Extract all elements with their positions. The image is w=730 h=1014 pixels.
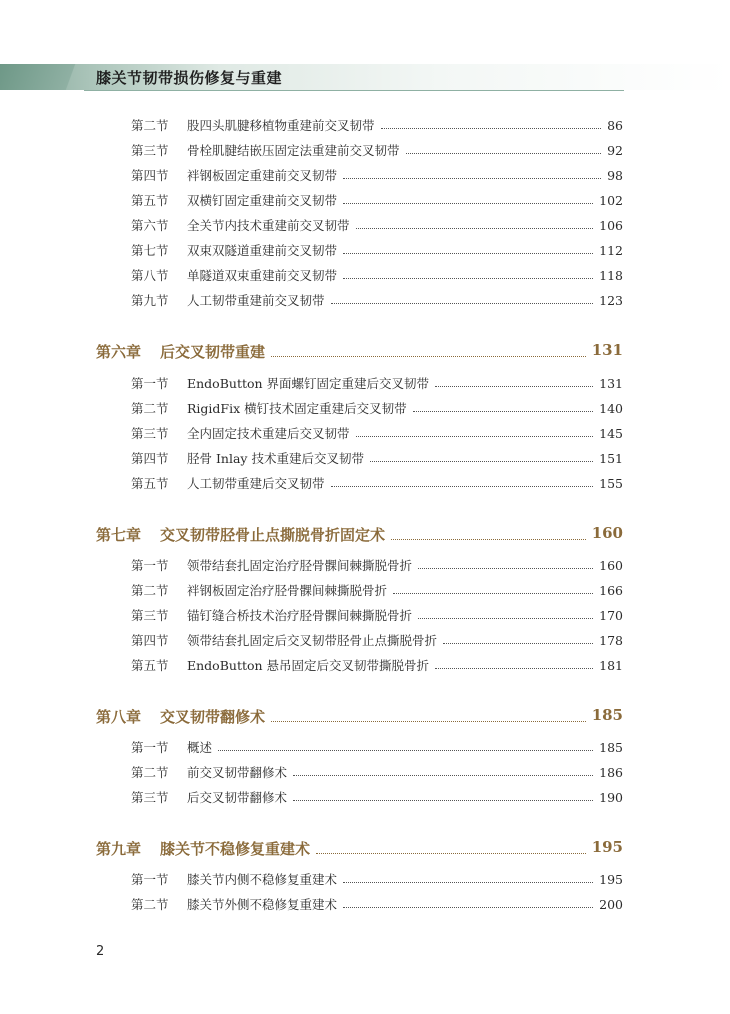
leader-dots <box>418 560 593 569</box>
leader-dots <box>435 378 593 387</box>
section-title: 单隧道双束重建前交叉韧带 <box>187 268 338 283</box>
section-number: 第四节 <box>131 168 169 183</box>
section-title: 领带结套扎固定治疗胫骨髁间棘撕脱骨折 <box>187 558 413 573</box>
section-number: 第二节 <box>131 401 169 416</box>
leader-dots <box>343 899 593 908</box>
section-title: 概述 <box>187 740 213 755</box>
section-number: 第五节 <box>131 658 169 673</box>
section-title: 双横钉固定重建前交叉韧带 <box>187 193 338 208</box>
section-title: 全内固定技术重建后交叉韧带 <box>187 426 350 441</box>
toc-entry <box>0 214 730 236</box>
leader-dots <box>406 145 602 154</box>
chapter-page: 160 <box>591 524 623 542</box>
chapter-heading <box>0 341 730 365</box>
section-page: 98 <box>607 167 623 183</box>
toc-entry <box>0 868 730 890</box>
toc-entry <box>0 654 730 676</box>
section-page: 181 <box>599 657 623 673</box>
section-title: 胫骨 Inlay 技术重建后交叉韧带 <box>187 451 364 466</box>
section-page: 151 <box>599 450 623 466</box>
section-title: 双束双隧道重建前交叉韧带 <box>187 243 338 258</box>
leader-dots <box>356 428 594 437</box>
section-page: 185 <box>599 739 623 755</box>
section-title: 膝关节内侧不稳修复重建术 <box>187 872 338 887</box>
section-number: 第六节 <box>131 218 169 233</box>
chapter-number: 第八章 <box>96 708 142 726</box>
toc-entry <box>0 893 730 915</box>
leader-dots <box>356 220 594 229</box>
section-title: EndoButton 悬吊固定后交叉韧带撕脱骨折 <box>187 658 430 673</box>
chapter-title: 交叉韧带胫骨止点撕脱骨折固定术 <box>160 526 386 544</box>
section-number: 第五节 <box>131 193 169 208</box>
chapter-number: 第九章 <box>96 840 142 858</box>
section-title: 袢钢板固定治疗胫骨髁间棘撕脱骨折 <box>187 583 388 598</box>
leader-dots <box>218 742 593 751</box>
leader-dots <box>343 245 593 254</box>
section-title: 领带结套扎固定后交叉韧带胫骨止点撕脱骨折 <box>187 633 438 648</box>
toc-entry <box>0 554 730 576</box>
section-number: 第五节 <box>131 476 169 491</box>
section-title: EndoButton 界面螺钉固定重建后交叉韧带 <box>187 376 430 391</box>
chapter-title: 后交叉韧带重建 <box>160 343 266 361</box>
section-page: 102 <box>599 192 623 208</box>
chapter-number: 第六章 <box>96 343 142 361</box>
section-page: 106 <box>599 217 623 233</box>
section-number: 第三节 <box>131 790 169 805</box>
toc-entry <box>0 629 730 651</box>
section-number: 第七节 <box>131 243 169 258</box>
section-title: 股四头肌腱移植物重建前交叉韧带 <box>187 118 375 133</box>
section-page: 166 <box>599 582 623 598</box>
leader-dots <box>418 610 593 619</box>
section-title: 膝关节外侧不稳修复重建术 <box>187 897 338 912</box>
section-number: 第四节 <box>131 633 169 648</box>
section-page: 131 <box>599 375 623 391</box>
section-number: 第二节 <box>131 118 169 133</box>
leader-dots <box>393 585 593 594</box>
section-number: 第二节 <box>131 765 169 780</box>
toc-entry <box>0 397 730 419</box>
section-title: 前交叉韧带翻修术 <box>187 765 288 780</box>
leader-dots <box>293 767 593 776</box>
section-number: 第一节 <box>131 376 169 391</box>
toc-entry <box>0 289 730 311</box>
section-title: 后交叉韧带翻修术 <box>187 790 288 805</box>
section-page: 155 <box>599 475 623 491</box>
toc-entry <box>0 786 730 808</box>
toc-entry <box>0 604 730 626</box>
leader-dots <box>391 531 586 540</box>
section-title: RigidFix 横钉技术固定重建后交叉韧带 <box>187 401 407 416</box>
toc-entry <box>0 422 730 444</box>
leader-dots <box>381 120 602 129</box>
section-number: 第三节 <box>131 143 169 158</box>
chapter-heading <box>0 838 730 862</box>
section-page: 195 <box>599 871 623 887</box>
toc-entry <box>0 372 730 394</box>
leader-dots <box>271 713 586 722</box>
section-page: 200 <box>599 896 623 912</box>
leader-dots <box>413 403 594 412</box>
section-page: 112 <box>599 242 623 258</box>
leader-dots <box>343 874 593 883</box>
section-number: 第一节 <box>131 740 169 755</box>
toc-entry <box>0 264 730 286</box>
toc-entry <box>0 114 730 136</box>
section-number: 第一节 <box>131 558 169 573</box>
chapter-heading <box>0 524 730 548</box>
leader-dots <box>316 845 586 854</box>
section-page: 123 <box>599 292 623 308</box>
section-page: 92 <box>607 142 623 158</box>
section-page: 118 <box>599 267 623 283</box>
toc-entry <box>0 447 730 469</box>
section-title: 骨栓肌腱结嵌压固定法重建前交叉韧带 <box>187 143 400 158</box>
toc-entry <box>0 164 730 186</box>
section-page: 170 <box>599 607 623 623</box>
section-number: 第二节 <box>131 583 169 598</box>
header-rule <box>84 90 624 91</box>
section-number: 第二节 <box>131 897 169 912</box>
toc-entry <box>0 139 730 161</box>
chapter-page: 131 <box>591 341 623 359</box>
chapter-title: 交叉韧带翻修术 <box>160 708 266 726</box>
section-title: 袢钢板固定重建前交叉韧带 <box>187 168 338 183</box>
section-number: 第八节 <box>131 268 169 283</box>
leader-dots <box>370 453 593 462</box>
leader-dots <box>443 635 593 644</box>
leader-dots <box>293 792 593 801</box>
leader-dots <box>343 195 593 204</box>
toc-entry <box>0 761 730 783</box>
leader-dots <box>271 348 586 357</box>
chapter-page: 185 <box>591 706 623 724</box>
page-number: 2 <box>96 944 105 959</box>
chapter-title: 膝关节不稳修复重建术 <box>160 840 311 858</box>
leader-dots <box>435 660 593 669</box>
section-page: 186 <box>599 764 623 780</box>
section-number: 第九节 <box>131 293 169 308</box>
section-page: 140 <box>599 400 623 416</box>
toc-entry <box>0 736 730 758</box>
section-title: 人工韧带重建前交叉韧带 <box>187 293 325 308</box>
chapter-heading <box>0 706 730 730</box>
toc-entry <box>0 189 730 211</box>
section-title: 全关节内技术重建前交叉韧带 <box>187 218 350 233</box>
running-header-title: 膝关节韧带损伤修复与重建 <box>96 69 283 87</box>
section-page: 178 <box>599 632 623 648</box>
section-number: 第三节 <box>131 608 169 623</box>
section-page: 145 <box>599 425 623 441</box>
toc-entry <box>0 472 730 494</box>
leader-dots <box>343 170 601 179</box>
chapter-page: 195 <box>591 838 623 856</box>
toc-entry <box>0 579 730 601</box>
section-number: 第三节 <box>131 426 169 441</box>
leader-dots <box>331 478 594 487</box>
section-page: 86 <box>607 117 623 133</box>
leader-dots <box>331 295 594 304</box>
chapter-number: 第七章 <box>96 526 142 544</box>
section-title: 人工韧带重建后交叉韧带 <box>187 476 325 491</box>
section-number: 第四节 <box>131 451 169 466</box>
section-title: 锚钉缝合桥技术治疗胫骨髁间棘撕脱骨折 <box>187 608 413 623</box>
section-number: 第一节 <box>131 872 169 887</box>
toc-entry <box>0 239 730 261</box>
section-page: 190 <box>599 789 623 805</box>
header-stripe <box>0 64 84 90</box>
section-page: 160 <box>599 557 623 573</box>
leader-dots <box>343 270 593 279</box>
